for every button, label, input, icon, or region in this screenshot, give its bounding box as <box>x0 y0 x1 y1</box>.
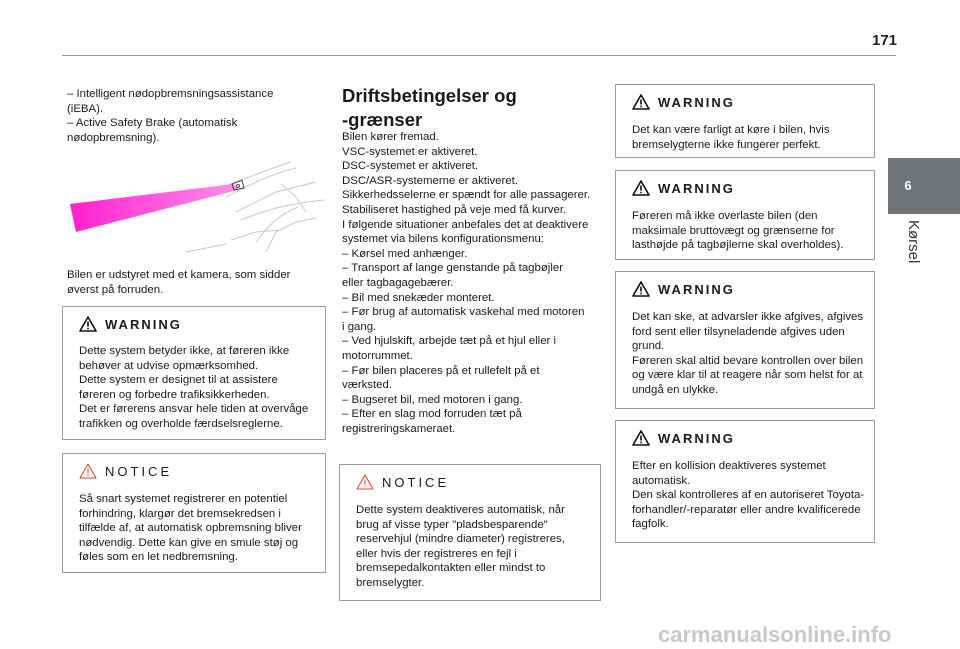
notice-line: bremsepedalkontakten eller mindst to <box>356 562 546 575</box>
warning-line: trafikken og overholde færdselsreglerne. <box>79 417 283 430</box>
chapter-number: 6 <box>904 178 912 193</box>
notice-line: nødvendig. Dette kan give en smule støj og <box>79 536 299 549</box>
warning-title: WARNING <box>105 317 182 332</box>
warning-icon <box>632 94 650 110</box>
watermark: carmanualsonline.info <box>658 622 892 647</box>
conditions-line: Bilen kører fremad. <box>342 131 439 143</box>
intro-line: – Intelligent nødopbremsningsassistance <box>67 88 274 100</box>
caption-line: Bilen er udstyret med et kamera, som sidder <box>67 269 291 281</box>
warning-line: fagfolk. <box>632 518 669 531</box>
header-rule <box>62 55 896 56</box>
chapter-label-text: Kørsel <box>905 220 922 264</box>
conditions-line: Sikkerhedsselerne er spændt for alle passagerer. <box>342 189 591 202</box>
section-heading <box>342 84 604 132</box>
intro-line: nødopbremsning). <box>67 131 160 144</box>
warning-line: bremselygterne ikke fungerer perfekt. <box>632 138 821 151</box>
warning-title: WARNING <box>658 431 735 446</box>
warning-line: føreren og forbedre trafiksikkerheden. <box>79 388 270 401</box>
warning-line: automatisk. <box>632 474 691 487</box>
warning-icon <box>632 180 650 196</box>
conditions-text <box>342 130 604 436</box>
warning-title: WARNING <box>658 181 735 196</box>
conditions-line: motorrummet. <box>342 349 413 362</box>
notice-line: eller hvis der registreres en fejl i <box>356 547 517 560</box>
warning-line: grund. <box>632 340 665 353</box>
warning-line: behøver at udvise opmærksomhed. <box>79 359 259 372</box>
warning-icon <box>79 316 97 332</box>
warning-line: Føreren skal altid bevare kontrollen over bilen <box>632 354 864 367</box>
warning-line: undgå en ulykke. <box>632 383 719 396</box>
heading-line: -grænser <box>342 109 423 130</box>
warning-line: Det er førerens ansvar hele tiden at overvåge <box>79 403 309 416</box>
heading-line: Driftsbetingelser og <box>342 85 517 106</box>
warning-box <box>615 170 875 260</box>
conditions-line: I følgende situationer anbefales det at deaktivere <box>342 218 589 231</box>
notice-title: NOTICE <box>105 464 173 479</box>
notice-line: bremselygter. <box>356 576 425 589</box>
page-number: 171 <box>872 32 898 49</box>
conditions-line: – Før bilen placeres på et rullefelt på et <box>342 364 540 377</box>
camera-beam <box>70 184 238 232</box>
notice-line: reservehjul (mindre diameter) registreres, <box>356 533 565 546</box>
notice-line: føles som en let nedbremsning. <box>79 551 238 564</box>
notice-icon <box>356 474 374 490</box>
conditions-line: – Efter en slag mod forruden tæt på <box>342 408 522 421</box>
warning-line: Efter en kollision deaktiveres systemet <box>632 460 826 472</box>
conditions-line: VSC-systemet er aktiveret. <box>342 145 478 158</box>
warning-line: Dette system betyder ikke, at føreren ikke <box>79 345 290 357</box>
camera-windshield-illustration <box>66 152 328 258</box>
conditions-line: DSC/ASR-systemerne er aktiveret. <box>342 174 518 187</box>
warning-title: WARNING <box>658 95 735 110</box>
conditions-line: – Bil med snekæder monteret. <box>342 291 495 304</box>
notice-icon <box>79 463 97 479</box>
warning-line: Den skal kontrolleres af en autoriseret Toyota- <box>632 489 865 502</box>
conditions-line: i gang. <box>342 320 377 333</box>
warning-title: WARNING <box>658 282 735 297</box>
warning-line: Dette system er designet til at assistere <box>79 374 278 387</box>
conditions-line: – Før brug af automatisk vaskehal med motoren <box>342 306 585 319</box>
notice-line: forhindring, klargør det bremsekredsen i <box>79 507 281 520</box>
notice-box <box>62 453 326 573</box>
notice-box <box>339 464 601 601</box>
chapter-tab[interactable] <box>888 158 960 214</box>
conditions-line: Stabiliseret hastighed på veje med få kurver. <box>342 203 567 216</box>
warning-line: forhandler/-reparatør eller andre kvalificerede <box>632 503 861 516</box>
conditions-line: – Transport af lange genstande på tagbøjler <box>342 262 563 275</box>
notice-line: tilfælde af, at automatisk opbremsning bliver <box>79 522 302 535</box>
illustration-caption <box>67 268 329 297</box>
warning-line: Føreren må ikke overlaste bilen (den <box>632 210 818 222</box>
warning-box <box>62 306 326 440</box>
conditions-line: – Ved hjulskift, arbejde tæt på et hjul eller i <box>342 335 557 348</box>
notice-title: NOTICE <box>382 475 450 490</box>
conditions-line: – Bugseret bil, med motoren i gang. <box>342 393 523 406</box>
conditions-line: registreringskameraet. <box>342 422 456 435</box>
intro-line: – Active Safety Brake (automatisk <box>67 117 238 130</box>
conditions-line: DSC-systemet er aktiveret. <box>342 160 479 173</box>
warning-box <box>615 420 875 543</box>
intro-line: (iEBA). <box>67 102 104 115</box>
warning-line: ford sent eller tilsyneladende afgives uden <box>632 325 845 338</box>
warning-icon <box>632 430 650 446</box>
conditions-line: værksted. <box>342 379 393 392</box>
conditions-line: – Kørsel med anhænger. <box>342 247 468 260</box>
conditions-line: systemet via bilens konfigurationsmenu: <box>342 233 544 246</box>
intro-text <box>67 87 329 145</box>
warning-line: lasthøjde på tagbøjlerne skal overholdes). <box>632 239 844 252</box>
warning-box <box>615 271 875 409</box>
warning-line: Det kan ske, at advarsler ikke afgives, afgives <box>632 311 864 323</box>
warning-line: Det kan være farligt at køre i bilen, hvis <box>632 124 830 136</box>
warning-box <box>615 84 875 158</box>
notice-line: Dette system deaktiveres automatisk, når <box>356 504 565 516</box>
conditions-line: eller tagbagagebærer. <box>342 276 454 289</box>
notice-line: Så snart systemet registrerer en potentiel <box>79 493 288 505</box>
caption-line: øverst på forruden. <box>67 283 164 296</box>
notice-line: brug af visse typer "pladsbesparende" <box>356 518 548 531</box>
warning-line: og være klar til at reagere når som helst for at <box>632 369 863 382</box>
warning-line: maksimale bruttovægt og grænserne for <box>632 224 835 237</box>
chapter-label <box>904 220 924 280</box>
warning-icon <box>632 281 650 297</box>
